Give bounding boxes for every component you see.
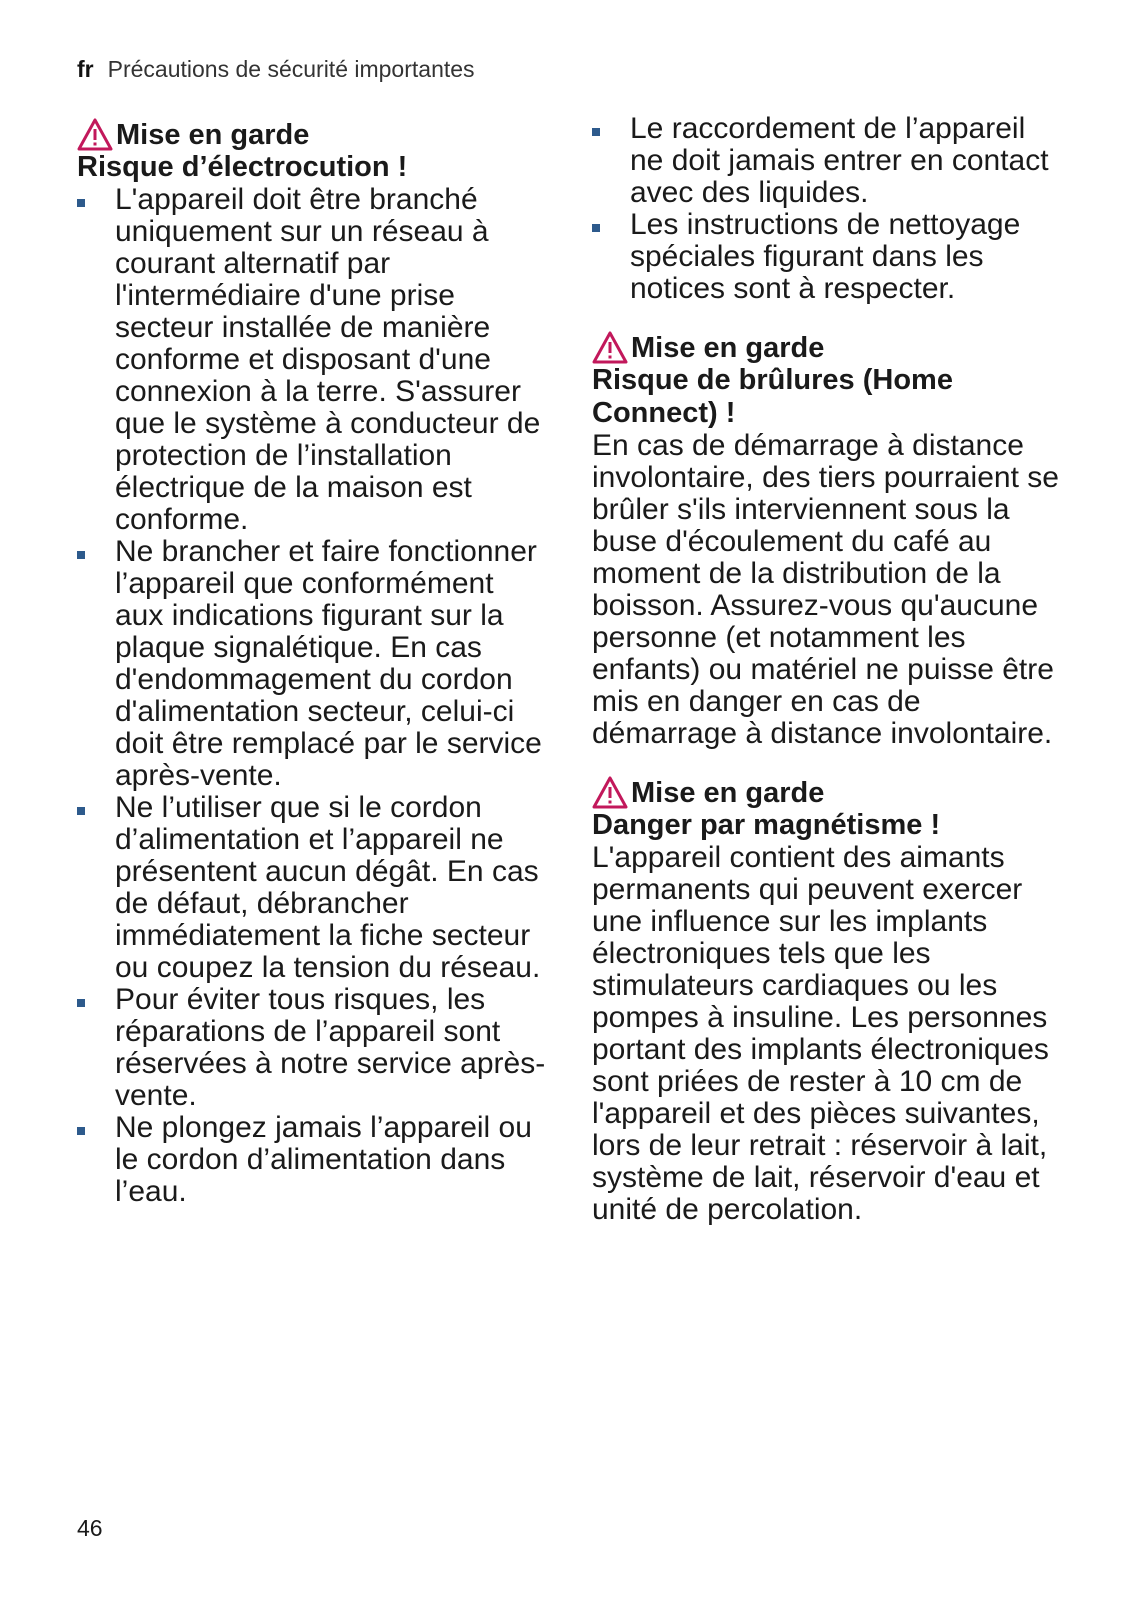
warning-heading (592, 331, 1062, 364)
warning-triangle-icon (77, 118, 113, 151)
page-number: 46 (77, 1515, 103, 1541)
warning-subtitle: Risque de brûlures (Home Connect) ! (592, 364, 953, 429)
list-item: Ne brancher et faire fonctionner l’appareil que conformément aux indications figurant sur la plaque signalétique. En cas d'endommagement du cordon d'alimentation secteur, celui-ci doit être remplacé par le service après-vente. (77, 536, 547, 792)
warning-title: Mise en garde (631, 331, 825, 364)
list-item: Ne plongez jamais l’appareil ou le cordon d’alimentation dans l’eau. (77, 1112, 547, 1208)
left-column (77, 118, 547, 1208)
warning-burn-section (592, 331, 1062, 750)
warning-triangle-icon (592, 776, 628, 809)
list-item: L'appareil doit être branché uniquement sur un réseau à courant alternatif par l'intermédiaire d'une prise secteur installée de manière conforme et disposant d'une connexion à la terre. S'assurer que le système à conducteur de protection de l’installation électrique de la maison est conforme. (77, 184, 547, 536)
list-item: Pour éviter tous risques, les réparations de l’appareil sont réservées à notre service après-vente. (77, 984, 547, 1112)
warning-subtitle: Danger par magnétisme ! (592, 809, 941, 841)
page-header (77, 56, 475, 83)
warning-text: En cas de démarrage à distance involontaire, des tiers pourraient se brûler s'ils interviennent sous la buse d'écoulement du café au moment de la distribution de la boisson. Assurez-vous qu'aucune personne (et notamment les enfants) ou matériel ne puisse être mis en danger en cas de démarrage à distance involontaire. (592, 429, 1059, 750)
warning-heading (592, 776, 1062, 809)
warning-magnetism-section (592, 776, 1062, 1226)
list-item: Les instructions de nettoyage spéciales figurant dans les notices sont à respecter. (592, 209, 1062, 305)
bullet-list (592, 113, 1062, 305)
warning-text: L'appareil contient des aimants permanents qui peuvent exercer une influence sur les implants électroniques tels que les stimulateurs cardiaques ou les pompes à insuline. Les personnes portant des implants électroniques sont priées de rester à 10 cm de l'appareil et des pièces suivantes, lors de leur retrait : réservoir à lait, système de lait, réservoir d'eau et unité de percolation. (592, 841, 1049, 1226)
list-item: Ne l’utiliser que si le cordon d’alimentation et l’appareil ne présentent aucun dégât. En cas de défaut, débrancher immédiatement la fiche secteur ou coupez la tension du réseau. (77, 792, 547, 984)
language-tag: fr (77, 56, 94, 82)
right-column (592, 113, 1062, 1226)
warning-subtitle: Risque d’électrocution ! (77, 151, 408, 183)
bullet-list (77, 184, 547, 1208)
list-item: Le raccordement de l’appareil ne doit jamais entrer en contact avec des liquides. (592, 113, 1062, 209)
warning-heading (77, 118, 547, 151)
warning-title: Mise en garde (116, 118, 310, 151)
warning-triangle-icon (592, 331, 628, 364)
warning-title: Mise en garde (631, 776, 825, 809)
header-title: Précautions de sécurité importantes (107, 56, 475, 82)
